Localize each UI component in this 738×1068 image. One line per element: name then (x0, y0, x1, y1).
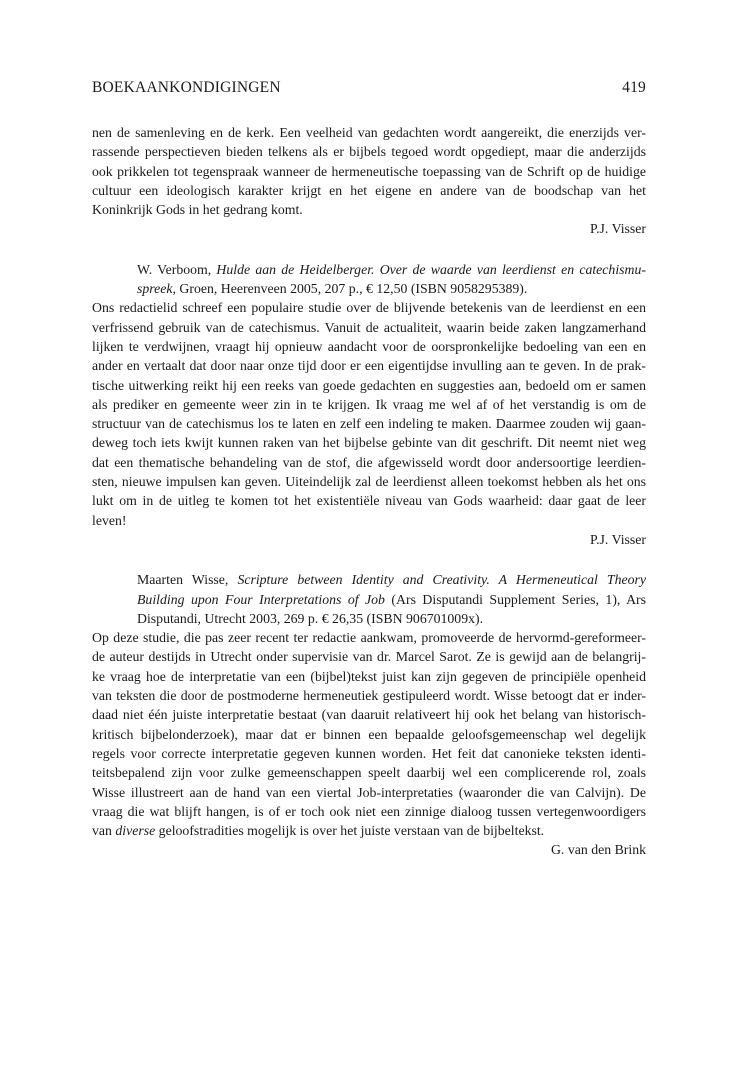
review-1 (92, 123, 646, 239)
review-3-line: ke vraag hoe de interpretatie van een (bijbel)tekst juist kan zijn gegeven de principiële openheid (92, 668, 646, 684)
section-title: BOEKAANKONDIGINGEN (92, 79, 281, 96)
citation-title: spreek (137, 281, 173, 297)
review-2-signature: P.J. Visser (589, 531, 646, 547)
citation-title: Hulde aan de Heidelberger. Over de waarde van leerdienst en catechismu- (216, 261, 646, 277)
review-2-line: ander en vertaalt dat door naar onze tijd door er een eigentijdse invulling aan te geven. In de prak- (92, 358, 646, 374)
review-3-citation-line-1 (92, 570, 646, 589)
review-2-line: leven! (92, 512, 127, 528)
citation-publication: , Groen, Heerenveen 2005, 207 p., € 12,50 (ISBN 9058295389). (172, 281, 528, 297)
emphasis: diverse (115, 823, 156, 839)
review-1-line: nen de samenleving en de kerk. Een veelheid van gedachten wordt aangereikt, die enerzijds ver- (92, 125, 646, 140)
review-3-line: Wisse illustreert aan de hand van een viertal Job-interpretaties (waaronder die van Calvijn). De (92, 784, 646, 800)
review-3 (92, 570, 646, 859)
review-2-citation-line-1 (92, 260, 646, 279)
review-3-line: kritisch bijbelonderzoek), maar dat er binnen een bepaalde geloofsgemeenschap wel degelijk (92, 726, 646, 742)
citation-series: (Ars Disputandi Supplement Series, 1), Ars (384, 591, 646, 607)
review-3-line: daad niet één juiste interpretatie bestaat (van daaruit relativeert hij ook het belang van historisch- (92, 707, 646, 723)
review-2-line: als prediker en gemeente weer zin in te krijgen. Ik vraag me wel af of het verstandig is om de (92, 396, 646, 412)
review-2-line: verfrissend gebruik van de catechismus. Vanuit de actualiteit, waarin beide zaken langzamerhand (92, 319, 646, 335)
review-2-line: tische uitwerking reikt hij een reeks van goede gedachten en suggesties aan, bedoeld om er samen (92, 377, 646, 393)
review-3-signature: G. van den Brink (550, 842, 646, 858)
citation-author: W. Verboom, (137, 261, 217, 277)
review-3-line: van teksten die door de postmoderne hermeneutiek gestipuleerd wordt. Wisse betoogt dat er inder- (92, 688, 646, 704)
review-1-line: ook prikkelen tot tegenspraak wanneer de hermeneutische toepassing van de Schrift op de huidige (92, 163, 646, 179)
review-2-line: dat een thematische behandeling van de stof, die afgewisseld wordt door andersoortige leerdien- (92, 454, 646, 470)
review-2-line: lijken te verdwijnen, vraagt hij opnieuw aandacht voor de oorspronkelijke bedoeling van een en (92, 338, 646, 354)
review-1-signature: P.J. Visser (589, 221, 646, 237)
citation-title: Building upon Four Interpretations of Job (137, 591, 385, 607)
citation-author: Maarten Wisse, (137, 572, 238, 588)
review-2-line: sten, nieuwe impulsen kan geven. Uiteindelijk zal de leerdienst alleen toekomst hebben als het ons (92, 474, 646, 490)
citation-title: Scripture between Identity and Creativity. A Hermeneutical Theory (237, 572, 646, 588)
review-2-line: structuur van de catechismus los te laten en zelf een indeling te maken. Daarmee zouden wij gaan- (92, 416, 646, 432)
review-2-line: Ons redactielid schreef een populaire studie over de blijvende betekenis van de leerdienst en een (92, 300, 646, 316)
page-number: 419 (622, 79, 646, 96)
review-1-line: rassende perspectieven bieden telkens als er bijbels tegoed wordt opgediept, maar die anderzijds (92, 144, 646, 160)
review-1-line: Koninkrijk Gods in het gedrang komt. (92, 202, 303, 218)
review-1-line: cultuur een ideologisch karakter krijgt en het eigene en andere van de boodschap van het (92, 182, 646, 198)
review-3-line: teitsbepalend zijn voor zulke gemeenschappen speelt daarbij wel een complicerende rol, zoals (92, 765, 646, 781)
review-2-line: lukt om in de uitleg te komen tot het existentiële niveau van Gods waarheid: daar gaat de leer (92, 493, 646, 509)
review-3-line: de auteur destijds in Utrecht onder supervisie van dr. Marcel Sarot. Ze is gewijd aan de belangrij- (92, 649, 646, 665)
review-3-citation-line-3: Disputandi, Utrecht 2003, 269 p. € 26,35 (ISBN 906701009x). (137, 610, 484, 626)
review-3-line: vraag die wat blijft hangen, is of er toch ook niet een zinnige dialoog tussen vertegenwoordigers (92, 803, 646, 819)
review-3-line: Op deze studie, die pas zeer recent ter redactie aankwam, promoveerde de hervormd-gereformeer- (92, 630, 646, 646)
review-3-line: regels voor correcte interpretatie gegeven kunnen worden. Het feit dat canonieke teksten identi- (92, 745, 646, 761)
text-run: van (92, 823, 116, 839)
review-3-citation-line-2 (92, 590, 646, 609)
review-2-citation-line-2 (92, 279, 646, 298)
review-2 (92, 260, 646, 549)
page-body (92, 123, 646, 860)
review-3-last-line (92, 821, 646, 840)
text-run: geloofstradities mogelijk is over het juiste verstaan van de bijbeltekst. (155, 823, 545, 839)
review-2-line: deweg toch iets kwijt kunnen raken van het bijbelse gebinte van dit geschrift. Dit neemt niet weg (92, 435, 646, 451)
